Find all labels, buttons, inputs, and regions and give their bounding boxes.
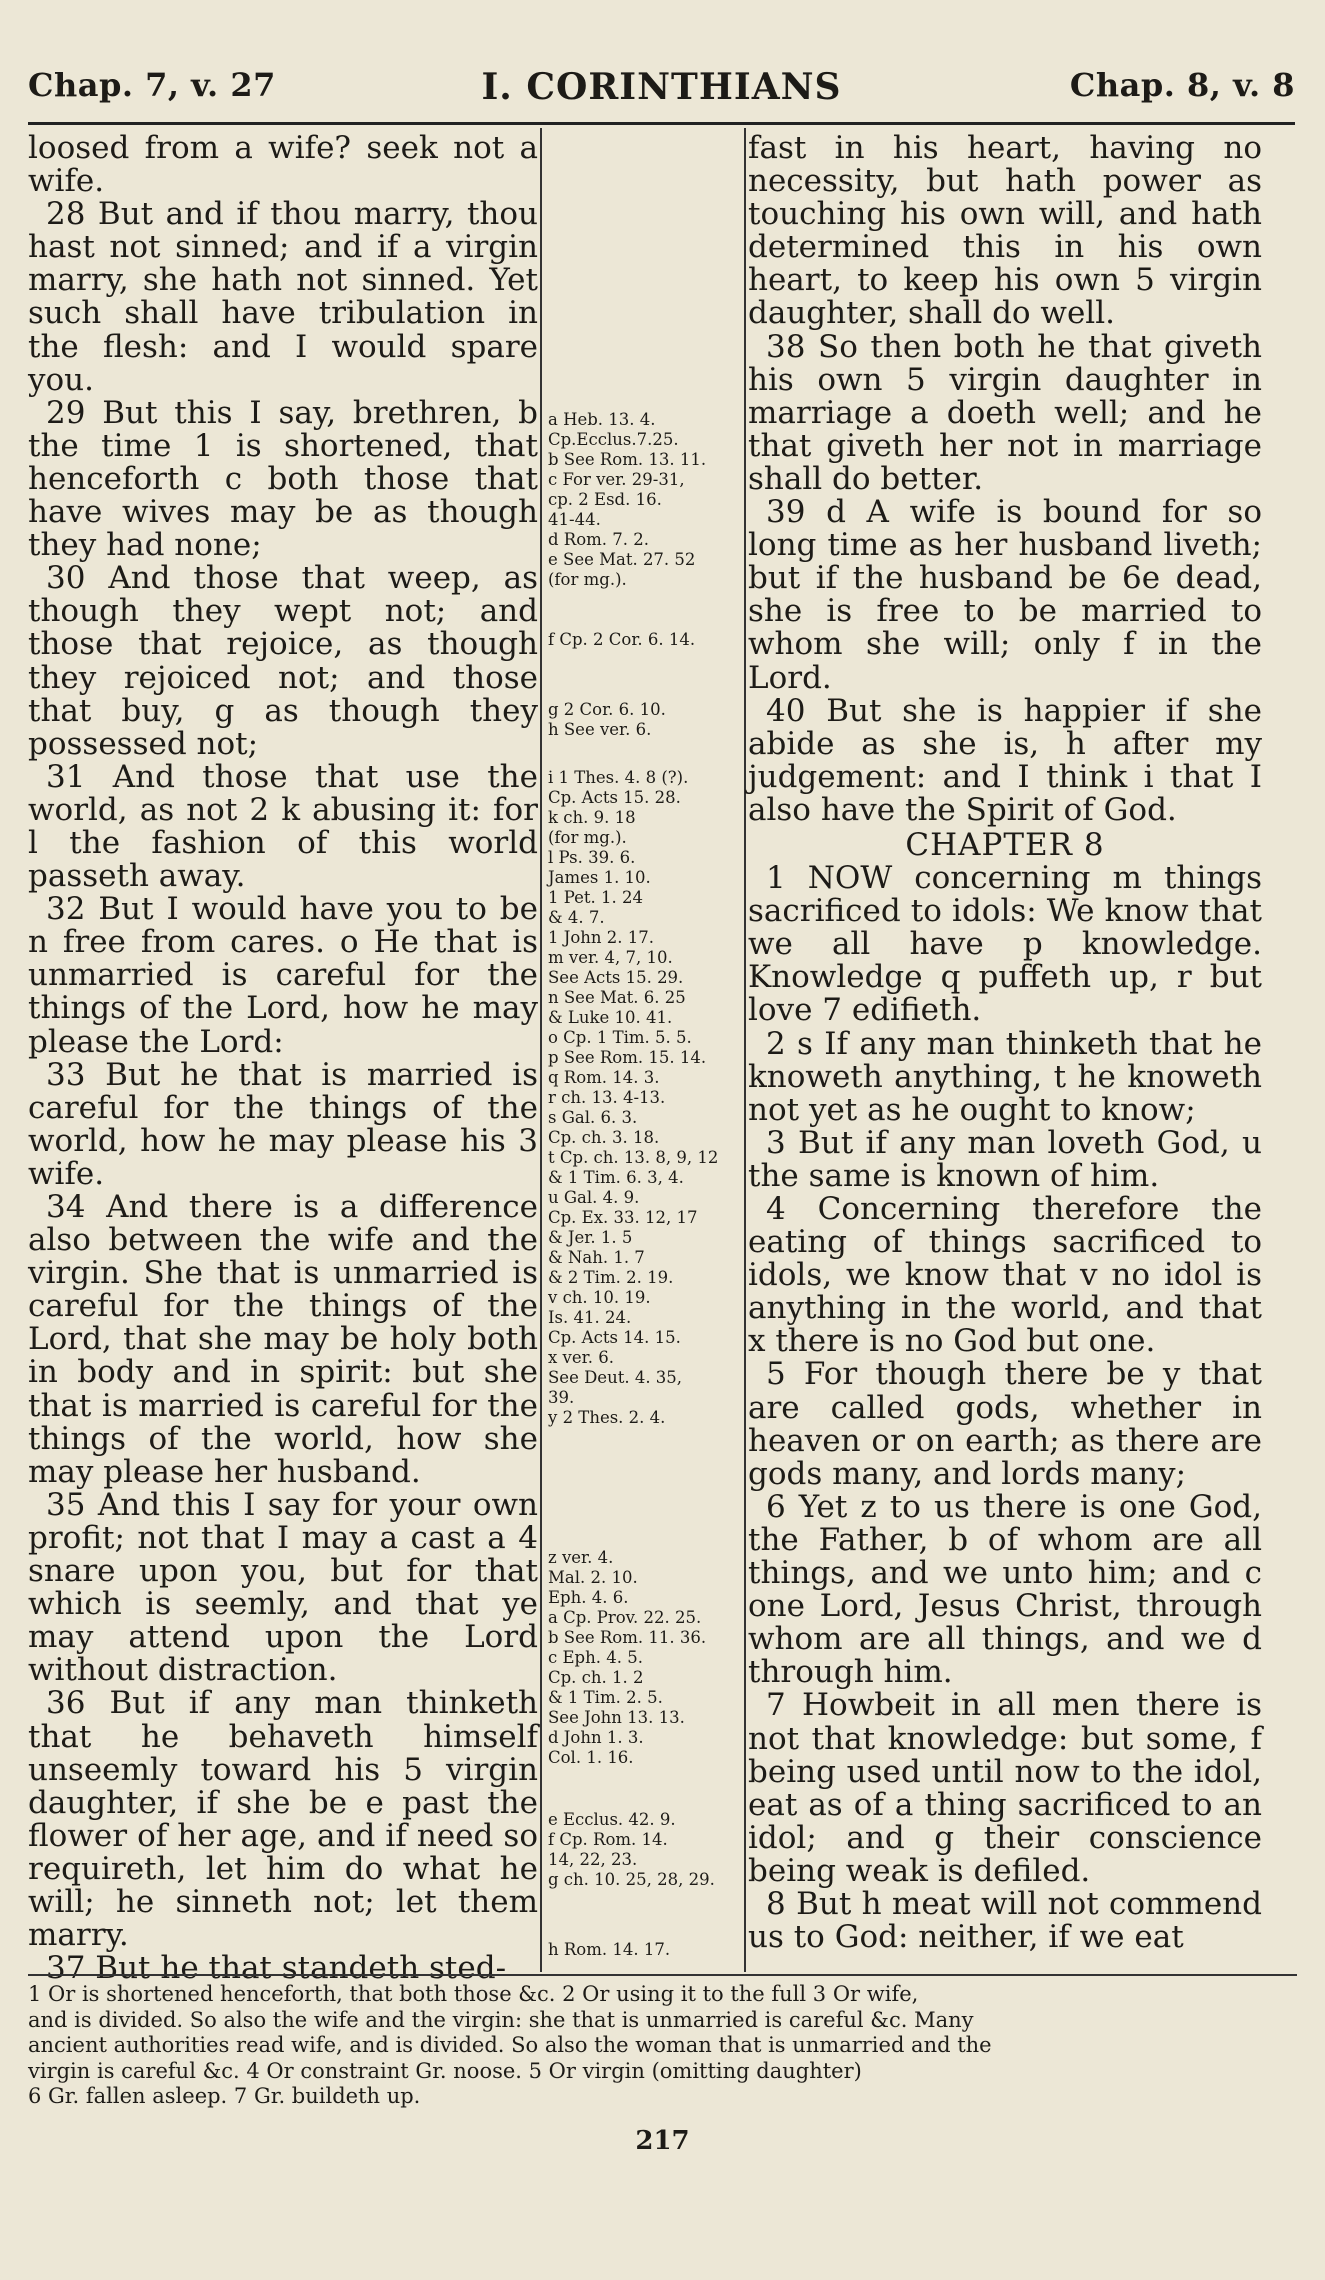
cross-reference-block: e Ecclus. 42. 9. f Cp. Rom. 14. 14, 22, 23. g ch. 10. 25, 28, 29. [548,1810,715,1889]
verse-8-2: 2 s If any man thinketh that he knoweth anything, t he knoweth not yet as he ought to know; [748,1025,1262,1128]
header-rule [28,122,1295,125]
verse-35: 35 And this I say for your own profit; not that I may a cast a 4 snare upon you, but for that which is seemly, and that ye may attend upon the Lord without distraction. [28,1486,538,1689]
verse-8-4: 4 Concerning therefore the eating of things sacrificed to idols, we know that v no idol is anything in the world, and that x there is no God but one. [748,1191,1262,1360]
verse-continuation: loosed from a wife? seek not a wife. [28,130,538,200]
header-book-title: I. CORINTHIANS [481,66,842,108]
running-header [28,62,1295,122]
footnote-line: and is divided. So also the wife and the virgin: she that is unmarried is careful &c. Many [28,2007,974,2032]
right-text-column [748,132,1262,1954]
verse-28: 28 But and if thou marry, thou hast not sinned; and if a virgin marry, she hath not sinned. Yet such shall have tribulation in the flesh: and I would spare you. [28,196,538,398]
verse-continuation: fast in his heart, having no necessity, but hath power as touching his own will, and hath determined this in his own heart, to keep his own 5 virgin daughter, shall do well. [748,130,1262,332]
column-divider-left [540,128,542,1972]
verse-8-8: 8 But h meat will not commend us to God: neither, if we eat [748,1885,1262,1956]
cross-reference-block: f Cp. 2 Cor. 6. 14. [548,630,696,649]
page-number: 217 [635,2126,690,2156]
footnote-rule [28,1974,1297,1976]
footnote-line: ancient authorities read wife, and is divided. So also the woman that is unmarried and the [28,2033,992,2057]
cross-reference-block: i 1 Thes. 4. 8 (?). Cp. Acts 15. 28. k ch. 9. 18 (for mg.). l Ps. 39. 6. James 1. 10. 1 Pet. 1. 24 & 4. 7. 1 John 2. 17. m ver. 4, 7, 10. See Acts 15. 29. n See Mat. 6. 25 & Luke 10. 41. o Cp. 1 Tim. 5. 5. p See Rom. 15. 14. q Rom. 14. 3. r ch. 13. 4-13. s Gal. 6. 3. Cp. ch. 3. 18. t Cp. ch. 13. 8, 9, 12 & 1 Tim. 6. 3, 4. u Gal. 4. 9. Cp. Ex. 33. 12, 17 & Jer. 1. 5 & Nah. 1. 7 & 2 Tim. 2. 19. v ch. 10. 19. Is. 41. 24. Cp. Acts 14. 15. x ver. 6. See Deut. 4. 35, 39. y 2 Thes. 2. 4. [548,768,719,1427]
verse-37: 37 But he that standeth sted- [46,1950,507,1987]
verse-31: 31 And those that use the world, as not 2 k abusing it: for l the fashion of this world passeth away. [28,758,538,895]
column-divider-right [744,128,746,1972]
verse-8-3: 3 But if any man loveth God, u the same is known of him. [748,1124,1262,1194]
verse-29: 29 But this I say, brethren, b the time 1 is shortened, that henceforth c both those that have wives may be as though they had none; [28,394,538,564]
left-text-column [28,132,538,1985]
verse-8-6: 6 Yet z to us there is one God, the Father, b of whom are all things, and we unto him; and c one Lord, Jesus Christ, through whom are all things, and we d through him. [748,1488,1262,1691]
verse-8-5: 5 For though there be y that are called gods, whether in heaven or on earth; as there are gods many, and lords many; [748,1356,1262,1492]
verse-40: 40 But she is happier if she abide as she is, h after my judgement: and I think i that I also have the Spirit of God. [748,692,1262,828]
cross-reference-block: h Rom. 14. 17. [548,1940,671,1959]
footnotes [28,1982,1295,2110]
verse-38: 38 So then both he that giveth his own 5 virgin daughter in marriage a doeth well; and he that giveth her not in marriage shall do better. [748,328,1262,497]
verse-33: 33 But he that is married is careful for the things of the world, how he may please his 3 wife. [28,1056,538,1192]
footnote-line: 6 Gr. fallen asleep. 7 Gr. buildeth up. [28,2084,421,2108]
cross-reference-block: z ver. 4. Mal. 2. 10. Eph. 4. 6. a Cp. Prov. 22. 25. b See Rom. 11. 36. c Eph. 4. 5. Cp. ch. 1. 2 & 1 Tim. 2. 5. See John 13. 13. d John 1. 3. Col. 1. 16. [548,1548,707,1767]
verse-36: 36 But if any man thinketh that he behaveth himself unseemly toward his 5 virgin daughter, if she be e past the flower of her age, and if need so requireth, let him do what he will; he sinneth not; let them marry. [28,1685,538,1954]
verse-39: 39 d A wife is bound for so long time as her husband liveth; but if the husband be 6e dead, she is free to be married to whom she will; only f in the Lord. [748,494,1262,696]
cross-reference-block: g 2 Cor. 6. 10. h See ver. 6. [548,700,666,739]
header-left: Chap. 7, v. 27 [28,66,276,104]
verse-32: 32 But I would have you to be n free from cares. o He that is unmarried is careful for the things of the Lord, how he may please the Lord: [28,891,538,1060]
header-right: Chap. 8, v. 8 [1069,66,1295,104]
footnote-line: 1 Or is shortened henceforth, that both those &c. 2 Or using it to the full 3 Or wife, [28,1982,919,2006]
footnote-line: virgin is careful &c. 4 Or constraint Gr. noose. 5 Or virgin (omitting daughter) [28,2058,862,2083]
verse-8-1: 1 NOW concerning m things sacrificed to idols: We know that we all have p knowledge. Knowledge q puffeth up, r but love 7 edifieth. [748,860,1262,1029]
verse-30: 30 And those that weep, as though they wept not; and those that rejoice, as though they rejoiced not; and those that buy, g as though they possessed not; [28,560,538,762]
verse-34: 34 And there is a difference also between the wife and the virgin. She that is unmarried is careful for the things of the Lord, that she may be holy both in body and in spirit: but she that is married is careful for the things of the world, how she may please her husband. [28,1189,538,1490]
verse-8-7: 7 Howbeit in all men there is not that knowledge: but some, f being used until now to the idol, eat as of a thing sacrificed to an idol; and g their conscience being weak is defiled. [748,1687,1262,1889]
chapter-heading: CHAPTER 8 [905,826,1105,863]
cross-reference-block: a Heb. 13. 4. Cp.Ecclus.7.25. b See Rom. 13. 11. c For ver. 29-31, cp. 2 Esd. 16. 41-44. d Rom. 7. 2. e See Mat. 27. 52 (for mg.). [548,410,707,589]
